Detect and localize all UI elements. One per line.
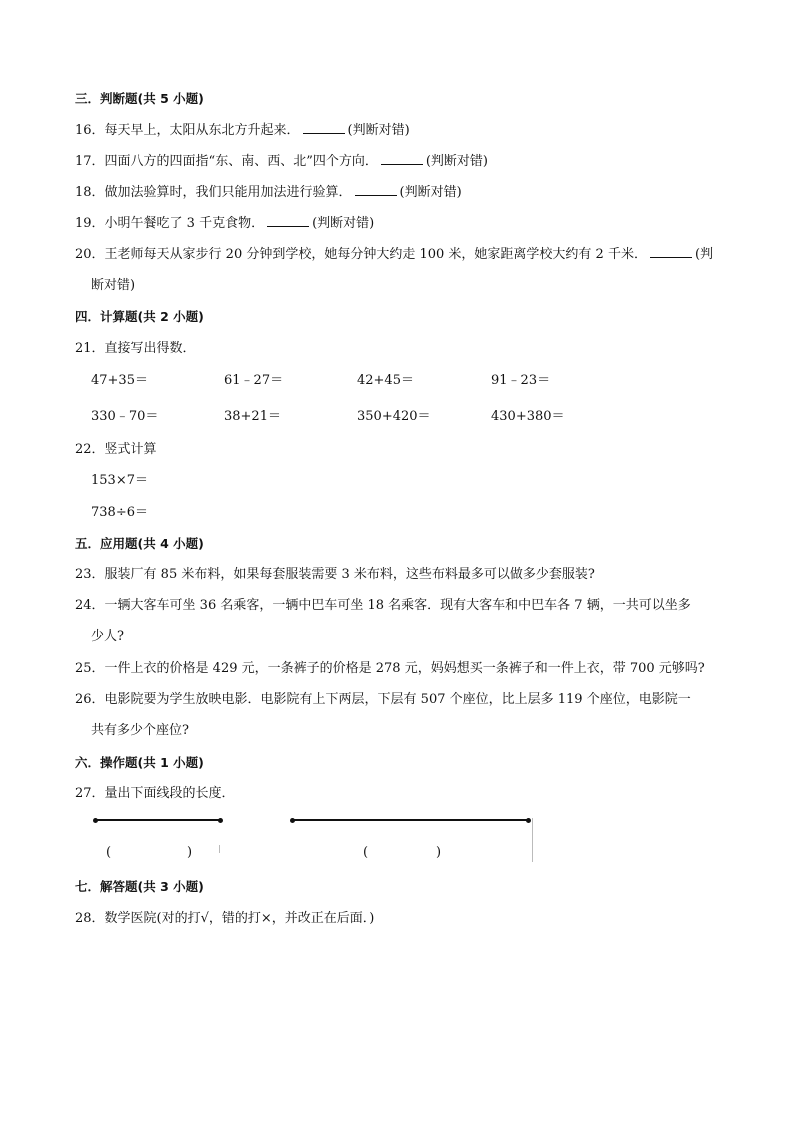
answer-blank [650, 245, 692, 258]
answer-paren-open: ( [106, 845, 112, 860]
answer-blank [381, 152, 423, 165]
question-18 [75, 183, 462, 202]
segment-endpoint [218, 818, 223, 823]
answer-paren-open: ( [363, 845, 369, 860]
question-17 [75, 152, 488, 171]
question-24-continued: 少人? [91, 629, 124, 644]
question-17-text: 17．四面八方的四面指“东、南、西、北”四个方向． [75, 154, 378, 169]
calc-item: 430+380＝ [491, 409, 565, 424]
question-24: 24．一辆大客车可坐 36 名乘客，一辆中巴车可坐 18 名乘客．现有大客车和中巴车各 7 辆，一共可以坐多 [75, 598, 691, 613]
question-20 [75, 245, 713, 264]
calc-item: 42+45＝ [357, 373, 414, 388]
section-heading-calc: 四．计算题(共 2 小题) [75, 309, 204, 324]
calc-item: 350+420＝ [357, 409, 431, 424]
judge-suffix: (判断对错) [425, 154, 488, 169]
calc-item: 38+21＝ [224, 409, 281, 424]
calc-item: 91﹣23＝ [491, 373, 551, 388]
question-16 [75, 121, 410, 140]
segment-endpoint [526, 818, 531, 823]
question-19-text: 19．小明午餐吃了 3 千克食物． [75, 216, 265, 231]
answer-blank [303, 121, 345, 134]
answer-blank [267, 214, 309, 227]
section-heading-solve: 七．解答题(共 3 小题) [75, 879, 204, 894]
calc-item: 330﹣70＝ [91, 409, 159, 424]
question-21: 21．直接写出得数． [75, 341, 196, 356]
question-18-text: 18．做加法验算时，我们只能用加法进行验算． [75, 185, 352, 200]
answer-blank [355, 183, 397, 196]
question-25: 25．一件上衣的价格是 429 元，一条裤子的价格是 278 元，妈妈想买一条裤子和一件上衣，带 700 元够吗? [75, 661, 705, 676]
judge-suffix-start: (判 [694, 247, 714, 262]
answer-paren-close: ) [187, 845, 193, 860]
question-22: 22．竖式计算 [75, 442, 157, 457]
question-16-text: 16．每天早上，太阳从东北方升起来． [75, 123, 300, 138]
section-heading-apply: 五．应用题(共 4 小题) [75, 536, 204, 551]
calc-item: 61﹣27＝ [224, 373, 284, 388]
judge-suffix: (判断对错) [312, 216, 375, 231]
vertical-calc-item: 738÷6＝ [91, 505, 148, 520]
section-heading-judge: 三．判断题(共 5 小题) [75, 91, 204, 106]
question-26-continued: 共有多少个座位? [91, 723, 189, 738]
question-27: 27．量出下面线段的长度． [75, 786, 235, 801]
question-20-continued: 断对错) [91, 278, 136, 293]
calc-item: 47+35＝ [91, 373, 148, 388]
faint-border [532, 818, 533, 862]
question-26: 26．电影院要为学生放映电影．电影院有上下两层，下层有 507 个座位，比上层多 119 个座位，电影院一 [75, 692, 691, 707]
question-19 [75, 214, 374, 233]
faint-tick [219, 845, 220, 853]
segment-line [292, 819, 528, 821]
judge-suffix: (判断对错) [399, 185, 462, 200]
question-28: 28．数学医院(对的打√，错的打×，并改正在后面．) [75, 911, 375, 926]
answer-paren-close: ) [436, 845, 442, 860]
judge-suffix: (判断对错) [347, 123, 410, 138]
section-heading-operation: 六．操作题(共 1 小题) [75, 755, 204, 770]
question-23: 23．服装厂有 85 米布料，如果每套服装需要 3 米布料，这些布料最多可以做多少套服装? [75, 567, 595, 582]
question-20-text: 20．王老师每天从家步行 20 分钟到学校，她每分钟大约走 100 米，她家距离学校大约有 2 千米． [75, 247, 647, 262]
segment-line [95, 819, 220, 821]
vertical-calc-item: 153×7＝ [91, 473, 148, 488]
